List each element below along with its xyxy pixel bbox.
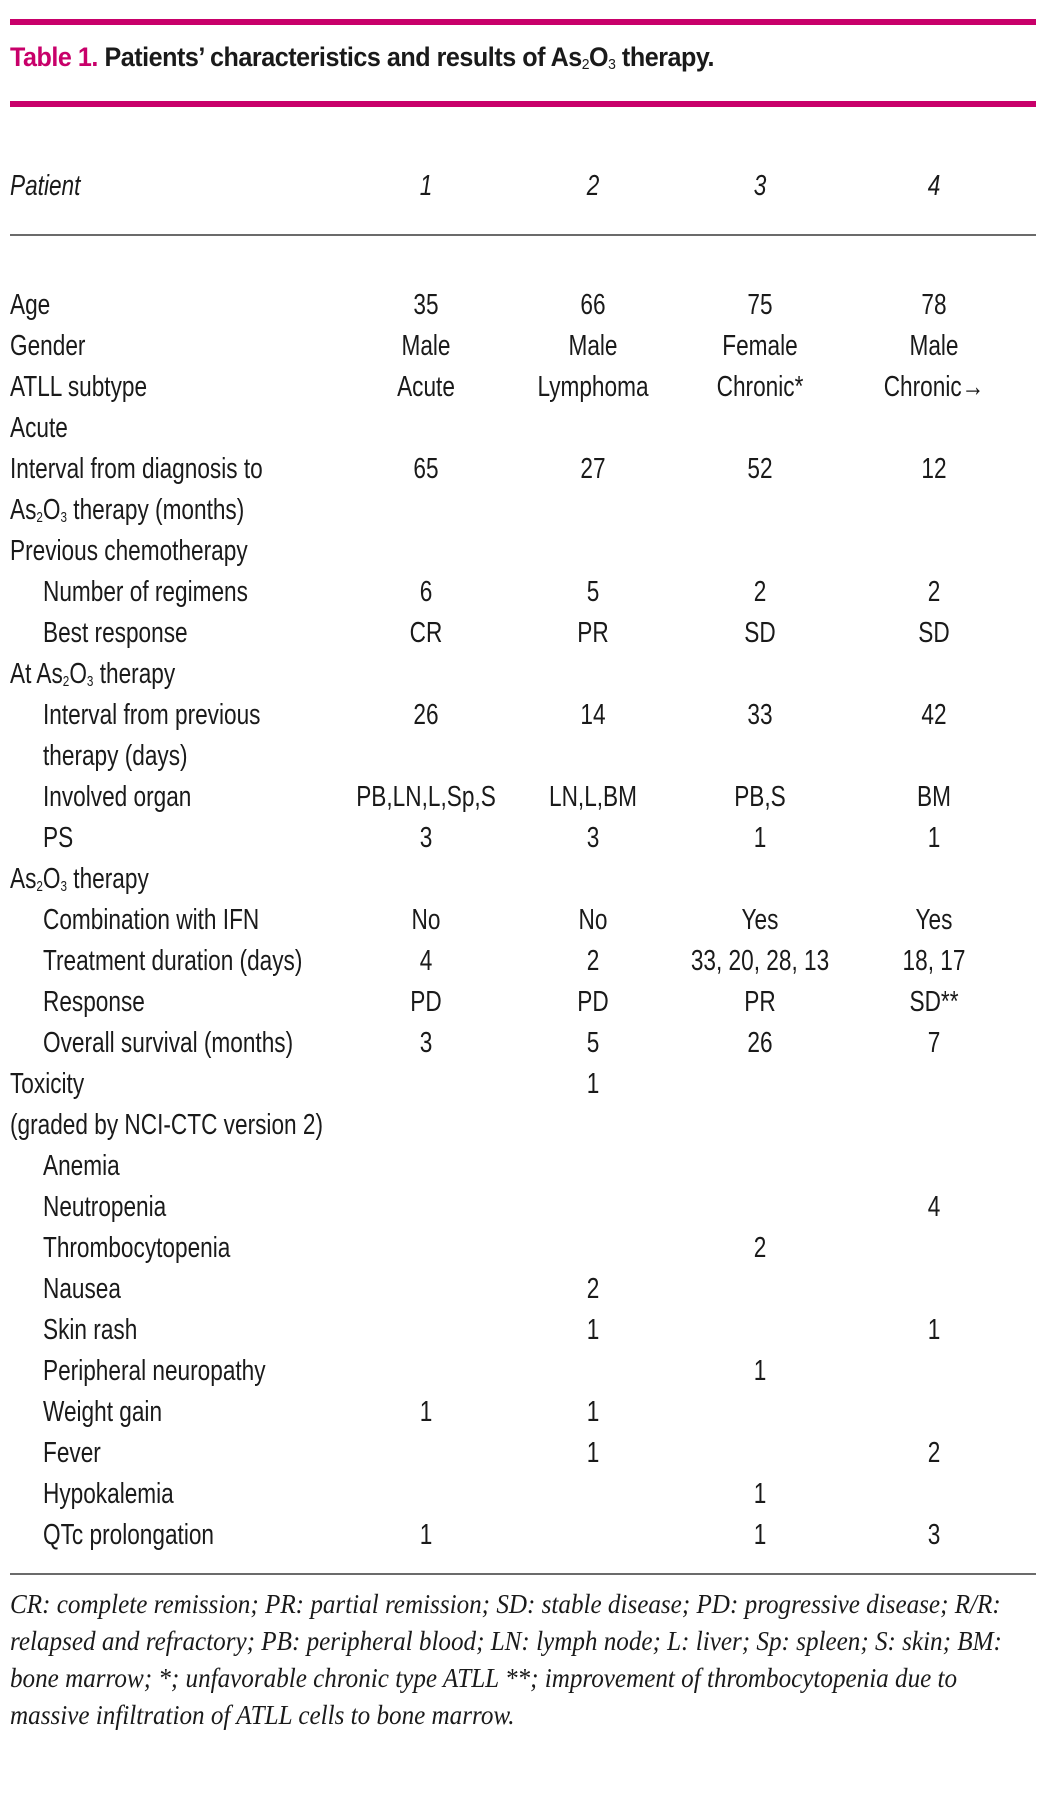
cell-patient-4: BM [917,781,951,813]
cell-patient-4: 18, 17 [902,945,966,977]
table-row [10,1433,1036,1474]
cell-patient-4: SD [918,617,950,649]
formula-o: O [69,658,87,690]
header-rule [10,234,1036,236]
cell-patient-2: 1 [586,1437,600,1469]
table-row [10,1351,1036,1392]
cell-patient-3: 1 [753,822,767,854]
row-label [10,408,68,449]
row-label-text: Age [10,289,51,321]
cell-patient-1: 35 [413,289,439,321]
table-row [10,1310,1036,1351]
row-label-text: Skin rash [43,1314,138,1346]
table-row [10,572,1036,613]
cell-patient-3: 1 [753,1355,767,1387]
table-row [10,1146,1036,1187]
row-label [43,941,302,982]
table-row [10,1228,1036,1269]
formula-o: O [42,494,61,526]
cell-patient-1: 3 [419,822,433,854]
formula-as: As [36,658,63,690]
row-label [43,1392,162,1433]
row-label-text: Interval from diagnosis to [10,453,263,485]
row-label [10,367,147,408]
row-label-text: PS [43,822,74,854]
row-label-text: Fever [43,1437,101,1469]
cell-patient-3: SD [744,617,776,649]
row-label [43,1433,101,1474]
row-label-text: therapy [99,658,176,690]
formula [10,494,73,526]
row-label-text: therapy [73,863,149,895]
cell-patient-2: 1 [586,1068,600,1100]
cell-patient-4: Yes [915,904,953,936]
table-row [10,613,1036,654]
row-label-text: Response [43,986,145,1018]
row-label-text: Previous chemotherapy [10,535,248,567]
row-label-text: Involved organ [43,781,192,813]
cell-patient-2: 5 [586,576,600,608]
cell-patient-1: CR [409,617,443,649]
row-label-text: (graded by NCI-CTC version 2) [10,1109,324,1141]
cell-patient-3: Chronic* [716,371,804,403]
cell-patient-1: 1 [419,1519,433,1551]
row-label [10,1105,323,1146]
cell-patient-2: 2 [586,945,600,977]
table-row [10,1064,1036,1105]
cell-patient-1: Acute [397,371,455,403]
table-row [10,982,1036,1023]
cell-patient-3: PB,S [734,781,786,813]
row-label [43,1023,293,1064]
caption-title-end: therapy. [615,42,715,72]
cell-patient-2: 27 [580,453,606,485]
row-label [10,449,263,490]
cell-patient-4: 42 [921,699,947,731]
formula-sub2: 2 [36,509,43,526]
row-label-text: Number of regimens [43,576,248,608]
formula-as: As [10,863,37,895]
row-label-text: Best response [43,617,188,649]
table-row [10,900,1036,941]
table-row [10,285,1036,326]
row-label-text: Thrombocytopenia [43,1232,231,1264]
cell-patient-3: 33, 20, 28, 13 [690,945,830,977]
table-row [10,1269,1036,1310]
row-label-text: Toxicity [10,1068,85,1100]
row-label [43,695,260,736]
formula [10,863,73,895]
cell-patient-4: 78 [921,289,947,321]
table-row [10,1392,1036,1433]
cell-patient-3: 52 [747,453,773,485]
table-row [10,326,1036,367]
cell-patient-1: PB,LN,L,Sp,S [356,781,496,813]
cell-patient-2: 1 [586,1396,600,1428]
cell-patient-4: 1 [927,822,941,854]
table-row [10,941,1036,982]
row-label [10,1064,84,1105]
row-label-text: Nausea [43,1273,121,1305]
row-label [10,285,50,326]
table-row [10,490,1036,531]
row-label [43,1515,214,1556]
row-label [43,1310,137,1351]
row-label [43,900,259,941]
row-label-text: ATLL subtype [10,371,148,403]
header-patient-3: 3 [753,170,767,202]
cell-patient-2: No [578,904,608,936]
table-row [10,695,1036,736]
cell-patient-1: PD [410,986,442,1018]
cell-patient-2: 14 [580,699,606,731]
cell-patient-2: Male [568,330,618,362]
cell-patient-2: 5 [586,1027,600,1059]
cell-patient-4: 4 [927,1191,941,1223]
table-caption [10,42,714,73]
table-row [10,1515,1036,1556]
row-label-text: Gender [10,330,86,362]
cell-patient-1: 26 [413,699,439,731]
row-label [43,1351,266,1392]
row-label [43,1187,166,1228]
formula-sub3: 3 [60,878,68,895]
caption-bottom-rule [10,101,1036,107]
table-row [10,1023,1036,1064]
cell-patient-4: 2 [927,576,941,608]
row-label-text: Anemia [43,1150,120,1182]
row-label [43,1228,230,1269]
row-label-text: therapy (months) [73,494,245,526]
row-label [43,818,73,859]
cell-patient-4: 12 [921,453,947,485]
caption-sub2: 2 [581,56,590,73]
row-label-text: Peripheral neuropathy [43,1355,266,1387]
row-label [43,1146,120,1187]
row-label-text: QTc prolongation [43,1519,215,1551]
header-row [10,161,1036,211]
table-row [10,408,1036,449]
cell-patient-1: 65 [413,453,439,485]
cell-patient-3: Female [722,330,798,362]
row-label-text: Treatment duration (days) [43,945,303,977]
table-footnote: CR: complete remission; PR: partial remission; SD: stable disease; PD: progressive disease; R/R: relapsed and refractory; PB: peripheral blood; LN: lymph node; L: liver; Sp: spleen; S: skin; BM: bone marrow; *; unfavorable chronic type ATLL **; improvement of thrombocytopenia due to massive infiltration of ATLL cells to bone marrow. [10,1589,1002,1730]
table-row [10,777,1036,818]
caption-sub3: 3 [608,56,616,73]
formula-o: O [42,863,61,895]
row-label-text: Acute [10,412,68,444]
cell-patient-2: 66 [580,289,606,321]
cell-patient-4: Male [909,330,959,362]
cell-patient-2: LN,L,BM [548,781,637,813]
footer-rule [10,1573,1036,1575]
cell-patient-3: 75 [747,289,773,321]
cell-patient-2: 2 [586,1273,600,1305]
header-patient-4: 4 [927,170,941,202]
row-label-text: Overall survival (months) [43,1027,294,1059]
row-label-text: Weight gain [43,1396,163,1428]
caption-o: O [589,42,609,72]
table-row [10,1187,1036,1228]
row-label [43,1474,174,1515]
table-row [10,531,1036,572]
cell-patient-2: Lymphoma [537,371,649,403]
header-patient-2: 2 [586,170,600,202]
cell-patient-3: PR [744,986,776,1018]
cell-patient-3: 2 [753,1232,767,1264]
row-label-text: Hypokalemia [43,1478,174,1510]
caption-label: Table 1. [10,42,98,72]
formula-sub3: 3 [60,509,68,526]
table-row [10,1474,1036,1515]
cell-patient-4: 2 [927,1437,941,1469]
cell-patient-1: Male [401,330,451,362]
row-label [43,982,145,1023]
row-label [10,326,85,367]
formula-sub2: 2 [62,673,70,690]
cell-patient-3: 2 [753,576,767,608]
caption-top-rule [10,19,1036,25]
cell-patient-3: Yes [741,904,779,936]
cell-patient-1: 6 [419,576,433,608]
cell-patient-2: 1 [586,1314,600,1346]
row-label [43,777,191,818]
table-row [10,818,1036,859]
cell-patient-4: Chronic→ [883,371,985,403]
cell-patient-4: SD** [909,986,959,1018]
table-body [10,285,1036,1556]
table-header [10,161,1036,211]
caption-title-text: Patients’ characteristics and results of As [104,42,582,72]
cell-patient-2: PD [577,986,609,1018]
cell-patient-4: 3 [927,1519,941,1551]
cell-patient-1: 1 [419,1396,433,1428]
table-row [10,654,1036,695]
table-row [10,736,1036,777]
row-label-text: Neutropenia [43,1191,167,1223]
cell-patient-3: 26 [747,1027,773,1059]
table-row [10,859,1036,900]
cell-patient-2: PR [577,617,609,649]
formula [10,658,100,690]
row-label [43,1269,121,1310]
cell-patient-4: 1 [927,1314,941,1346]
row-label-text: Combination with IFN [43,904,260,936]
cell-patient-3: 33 [747,699,773,731]
cell-patient-4: 7 [927,1027,941,1059]
table-row [10,1105,1036,1146]
row-label [10,531,248,572]
cell-patient-2: 3 [586,822,600,854]
row-label [43,572,248,613]
row-label [43,736,188,777]
cell-patient-3: 1 [753,1478,767,1510]
row-label [43,613,188,654]
cell-patient-1: 4 [419,945,433,977]
cell-patient-3: 1 [753,1519,767,1551]
row-label-text: Interval from previous [43,699,261,731]
header-patient-1: 1 [419,170,433,202]
cell-patient-1: No [411,904,441,936]
table-row [10,449,1036,490]
prefix-at: At [10,658,37,690]
caption-title [104,42,714,72]
row-label-text: therapy (days) [43,740,188,772]
formula-sub2: 2 [36,878,43,895]
formula-sub3: 3 [86,673,94,690]
cell-patient-1: 3 [419,1027,433,1059]
formula-as: As [10,494,37,526]
table-row [10,367,1036,408]
header-patient-label: Patient [10,170,81,202]
